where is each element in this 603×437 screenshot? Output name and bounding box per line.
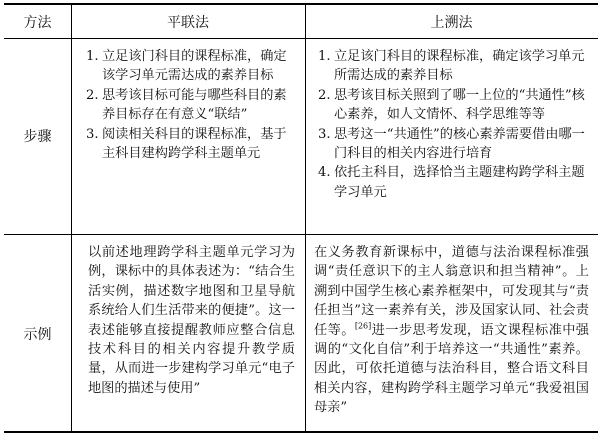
list-item (313, 47, 590, 86)
list-text: 阅读相关科目的课程标准，基于主科目建构跨学科主题单元 (102, 126, 287, 162)
list-text: 立足该门科目的课程标准，确定该学习单元需达成的素养目标 (102, 49, 287, 84)
example-label: 示例 (23, 326, 52, 343)
example-upward-text (314, 243, 589, 418)
list-text: 思考这一“共通性”的核心素养需要借由哪一门科目的相关内容进行培育 (334, 126, 585, 162)
list-number: 1. (318, 49, 331, 64)
row-label-steps (4, 38, 71, 234)
list-number: 3. (86, 126, 99, 142)
citation-ref[interactable]: [26] (354, 321, 372, 331)
header-upward (305, 5, 598, 38)
example-upward-part1: 在义务教育新课标中，道德与法治课程标准强调“责任意识下的主人翁意识和担当精神”。上溯到中国学生核心素养框架中，可发现其与“责任担当”这一素养有关，涉及国家认同、社会责任等。 (314, 245, 589, 338)
steps-upward-cell (305, 38, 598, 234)
list-item (313, 163, 590, 202)
row-label-example (4, 234, 71, 433)
example-parallel-cell (71, 234, 305, 433)
header-method-label: 方法 (23, 14, 52, 31)
steps-parallel-list (81, 47, 298, 163)
list-item (81, 125, 298, 164)
header-parallel (71, 5, 305, 38)
list-text: 立足该门科目的课程标准，确定该学习单元所需达成的素养目标 (334, 49, 585, 84)
list-number: 2. (318, 87, 331, 103)
steps-upward-list (313, 47, 590, 202)
list-text: 思考该目标关照到了哪一上位的“共通性”核心素养，如人文情怀、科学思维等等 (334, 87, 585, 123)
list-item (313, 125, 590, 164)
steps-label: 步骤 (23, 129, 52, 145)
header-upward-label: 上溯法 (430, 14, 473, 31)
example-upward-part2: 进一步思考发现，语文课程标准中强调的“文化自信”利于培养这一“共通性”素养。因此，可依托道德与法治科目，整合语文科目相关内容，建构跨学科主题学习单元“我爱祖国母亲” (314, 322, 589, 416)
list-number: 2. (86, 87, 99, 103)
example-parallel-text: 以前述地理跨学科主题单元学习为例，课标中的具体表述为：“结合生活实例，描述数字地图和卫星导航系统给人们生活带来的便捷”。这一表述能够直接提醒教师应整合信息技术科目的相关内容提升教学质量，从而进一步建构学习单元“电子地图的描述与使用” (88, 245, 295, 396)
list-number: 4. (318, 165, 331, 181)
steps-parallel-cell (71, 38, 305, 234)
list-number: 3. (318, 126, 331, 142)
list-number: 1. (86, 49, 99, 64)
list-text: 依托主科目，选择恰当主题建构跨学科主题学习单元 (334, 165, 585, 200)
list-item (81, 86, 298, 125)
list-item (313, 86, 590, 125)
list-text: 思考该目标可能与哪些科目的素养目标存在有意义“联结” (102, 87, 287, 123)
list-item (81, 47, 298, 86)
header-method (4, 5, 71, 38)
header-parallel-label: 平联法 (167, 14, 209, 31)
comparison-table (4, 3, 598, 433)
example-upward-cell (305, 234, 598, 433)
